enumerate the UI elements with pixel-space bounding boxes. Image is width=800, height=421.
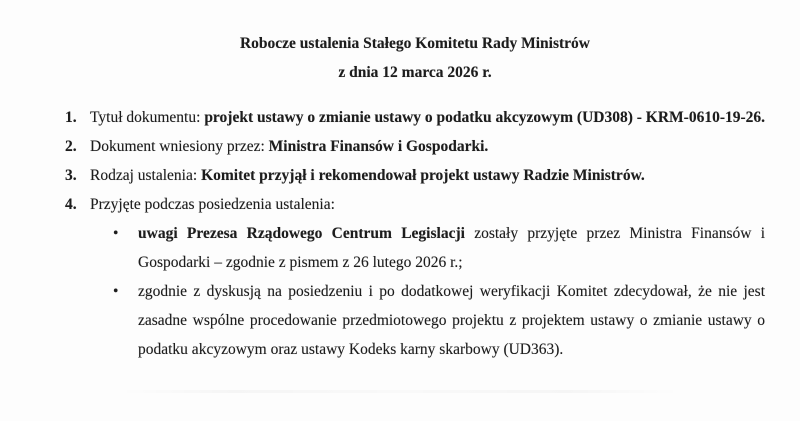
item-text: [90, 103, 765, 132]
bullet-item-1: [65, 219, 765, 277]
item-label: Tytuł dokumentu:: [90, 109, 205, 126]
bullet-text: [138, 277, 765, 364]
bullet-item-2: [65, 277, 765, 364]
item-label: Rodzaj ustalenia:: [90, 167, 202, 184]
item-text: [90, 190, 765, 219]
item-number: 4.: [65, 196, 77, 213]
item-number: 3.: [65, 167, 77, 184]
item-label: Przyjęte podczas posiedzenia ustalenia:: [90, 196, 335, 213]
list-item-2: [65, 132, 765, 161]
document-header: [65, 29, 765, 87]
item-bold-text: projekt ustawy o zmianie ustawy o podatku akcyzowym (UD308) - KRM-0610-19-26.: [204, 109, 766, 126]
list-item-3: [65, 161, 765, 190]
list-item-1: [65, 103, 765, 132]
item-number: 1.: [65, 109, 77, 126]
bullet-plain-text: zgodnie z dyskusją na posiedzeniu i po dodatkowej weryfikacji Komitet zdecydował, że nie jest zasadne wspólne procedowanie przedmiotowego projektu z projektem ustawy o zmianie ustawy o podatku akcyzowym oraz ustawy Kodeks karny skarbowy (UD363).: [138, 283, 765, 358]
bullet-plain-text: zostały przyjęte przez Ministra Finansów i Gospodarki – zgodnie z pismem z 26 lutego 2026 r.;: [138, 225, 765, 271]
bullet-text: [138, 219, 765, 277]
bullet-icon: •: [113, 283, 119, 300]
document-date: z dnia 12 marca 2026 r.: [338, 64, 492, 81]
item-label: Dokument wniesiony przez:: [90, 138, 269, 155]
item-number: 2.: [65, 138, 77, 155]
document-title: Robocze ustalenia Stałego Komitetu Rady Ministrów: [239, 35, 590, 52]
document-content: [65, 0, 765, 364]
item-text: [90, 161, 765, 190]
item-text: [90, 132, 765, 161]
item-bold-text: Komitet przyjął i rekomendował projekt ustawy Radzie Ministrów.: [201, 167, 645, 184]
list-item-4: [65, 190, 765, 219]
item-bold-text: Ministra Finansów i Gospodarki.: [268, 138, 489, 155]
bullet-bold-text: uwagi Prezesa Rządowego Centrum Legislacji: [138, 225, 465, 242]
bullet-icon: •: [113, 225, 119, 242]
